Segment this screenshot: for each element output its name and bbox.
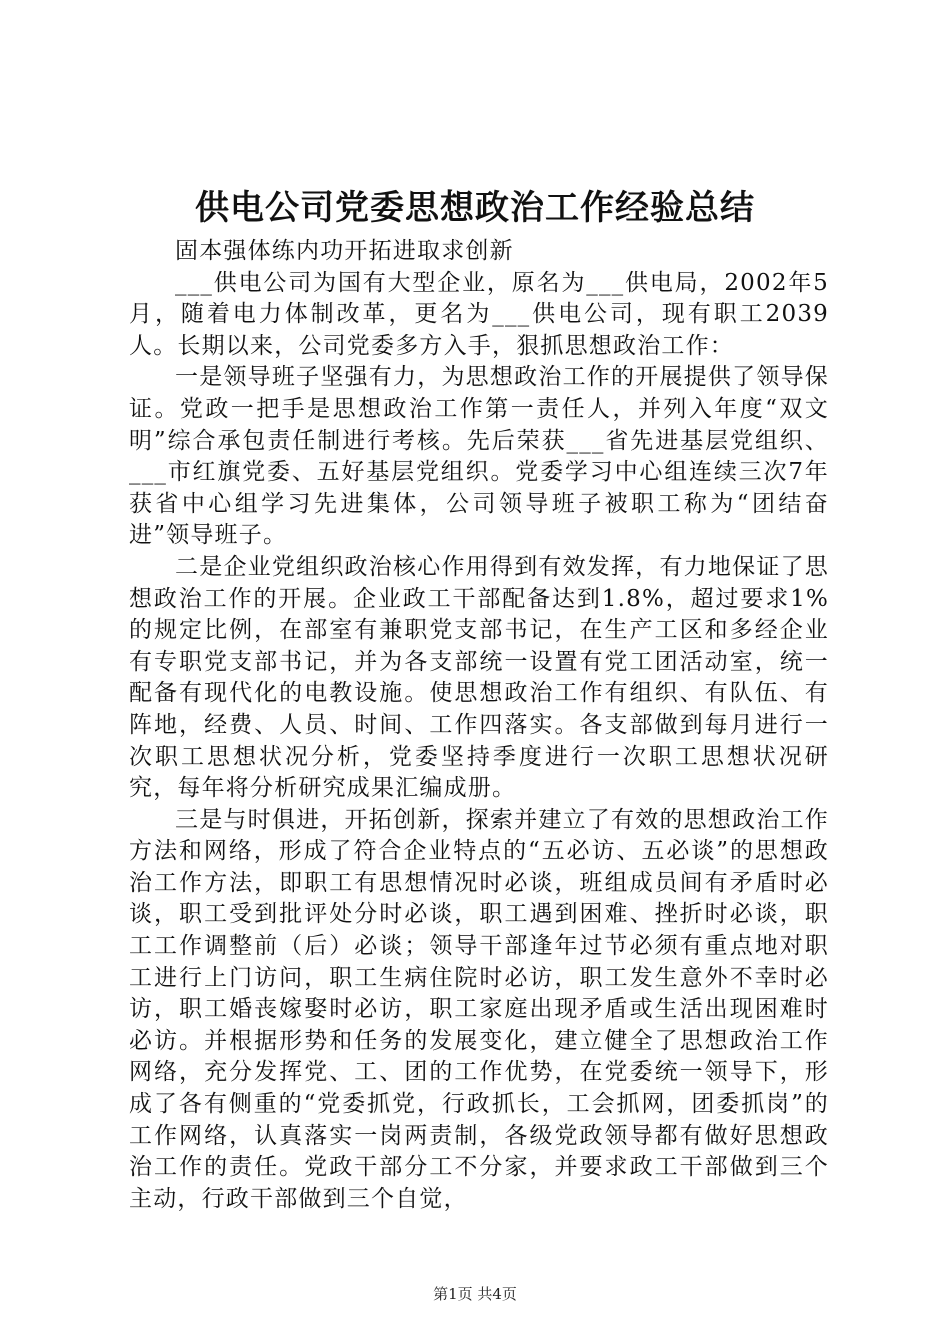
document-title: 供电公司党委思想政治工作经验总结 — [195, 188, 755, 228]
paragraph-party-organization: 二是企业党组织政治核心作用得到有效发挥，有力地保证了思想政治工作的开展。企业政工干部配备达到1.8%，超过要求1%的规定比例，在部室有兼职党支部书记，在生产工区和多经企业有专职党支部书记，并为各支部统一设置有党工团活动室，统一配备有现代化的电教设施。使思想政治工作有组织、有队伍、有阵地，经费、人员、时间、工作四落实。各支部做到每月进行一次职工思想状况分析，党委坚持季度进行一次职工思想状况研究，每年将分析研究成果汇编成册。 — [129, 553, 829, 802]
paragraph-leadership: 一是领导班子坚强有力，为思想政治工作的开展提供了领导保证。党政一把手是思想政治工作第一责任人，并列入年度“双文明”综合承包责任制进行考核。先后荣获___省先进基层党组织、___市红旗党委、五好基层党组织。党委学习中心组连续三次7年获省中心组学习先进集体，公司领导班子被职工称为“团结奋进”领导班子。 — [129, 364, 829, 549]
document-body — [129, 236, 829, 1215]
paragraph-innovation: 三是与时俱进，开拓创新，探索并建立了有效的思想政治工作方法和网络，形成了符合企业特点的“五必访、五必谈”的思想政治工作方法，即职工有思想情况时必谈，班组成员间有矛盾时必谈，职工受到批评处分时必谈，职工遇到困难、挫折时必谈，职工工作调整前（后）必谈；领导干部逢年过节必须有重点地对职工进行上门访问，职工生病住院时必访，职工发生意外不幸时必访，职工婚丧嫁娶时必访，职工家庭出现矛盾或生活出现困难时必访。并根据形势和任务的发展变化，建立健全了思想政治工作网络，充分发挥党、工、团的工作优势，在党委统一领导下，形成了各有侧重的“党委抓党，行政抓长，工会抓网，团委抓岗”的工作网络，认真落实一岗两责制，各级党政领导都有做好思想政治工作的责任。党政干部分工不分家，并要求政工干部做到三个主动，行政干部做到三个自觉， — [129, 806, 829, 1212]
subtitle-paragraph: 固本强体练内功开拓进取求创新 — [175, 238, 514, 264]
page-footer: 第1页 共4页 — [433, 1285, 517, 1303]
intro-paragraph: ___供电公司为国有大型企业，原名为___供电局，2002年5月，随着电力体制改革，更名为___供电公司，现有职工2039人。长期以来，公司党委多方入手，狠抓思想政治工作： — [129, 269, 829, 359]
